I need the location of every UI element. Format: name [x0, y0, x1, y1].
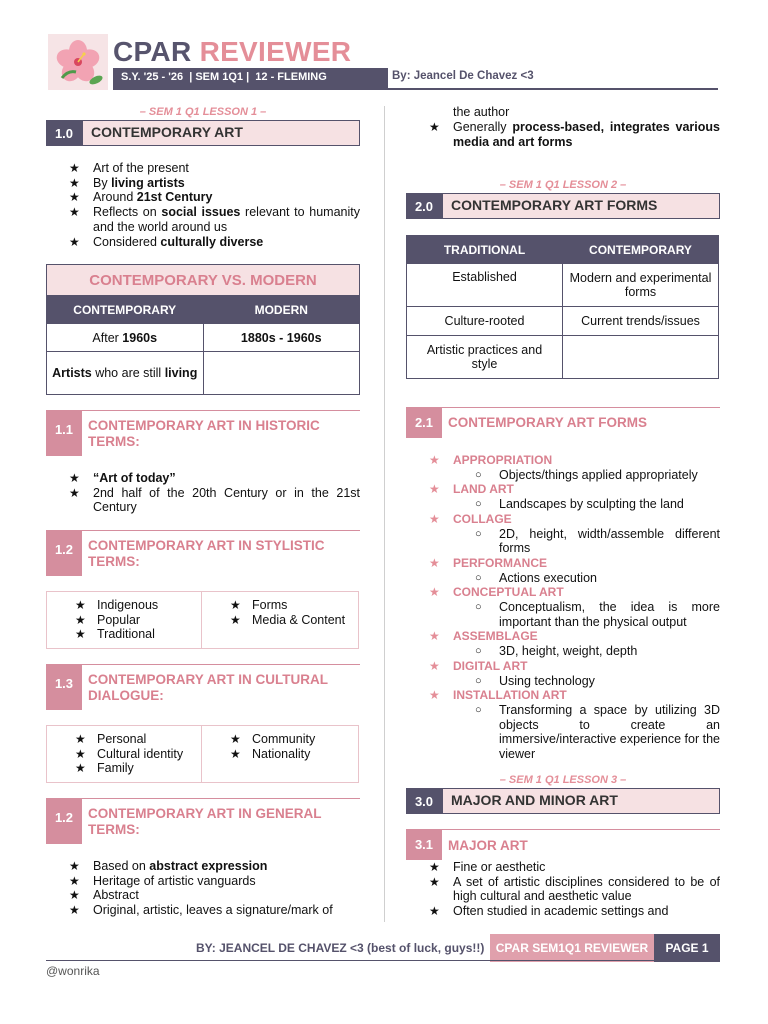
list-item-text: relevant to humanity and the world around us: [93, 205, 360, 234]
page-title: [113, 36, 351, 68]
section-2-1-number: 2.1: [406, 407, 442, 438]
art-form-description: ○ Landscapes by sculpting the land: [429, 497, 720, 512]
list-item: ★ Media & Content: [230, 613, 358, 628]
cultural-list-1: [75, 732, 201, 776]
list-item: [69, 161, 360, 176]
list-item: [429, 860, 720, 875]
list-item: [429, 875, 720, 904]
contemporary-vs-modern-table: [46, 264, 360, 395]
list-item-text: Often studied in academic settings and: [453, 904, 669, 919]
section-1-4-list: [69, 859, 360, 918]
art-form-name: ★ INSTALLATION ART: [429, 688, 720, 703]
stylistic-list-1: [75, 598, 201, 642]
section-3-0-title: MAJOR AND MINOR ART: [442, 788, 720, 814]
list-item: ★ Popular: [75, 613, 201, 628]
art-forms-list: [429, 453, 720, 762]
list-item: ★ Indigenous: [75, 598, 201, 613]
footer-byline: BY: JEANCEL DE CHAVEZ <3 (best of luck, guys!!): [196, 941, 485, 955]
section-1-1-title: CONTEMPORARY ART IN HISTORIC TERMS:: [88, 418, 320, 449]
art-form-description: ○ Using technology: [429, 674, 720, 689]
section-1-0-list: [69, 161, 360, 249]
list-item: [429, 120, 720, 149]
list-item: [69, 888, 360, 903]
list-item-text: Around: [93, 190, 137, 205]
list-item: ★ Cultural identity: [75, 747, 201, 762]
section-1-2-title: CONTEMPORARY ART IN STYLISTIC TERMS:: [88, 538, 325, 569]
cell-text-bold: living: [164, 366, 198, 380]
list-item-text: Original, artistic, leaves a signature/mark of: [93, 903, 333, 918]
list-item: ★ Nationality: [230, 747, 358, 762]
art-forms-table: [406, 235, 719, 379]
section-1-4-number: 1.2: [46, 798, 82, 844]
art-form-description: ○ Transforming a space by utilizing 3D objects to create an immersive/interactive experience for the viewer: [429, 703, 720, 762]
table-header-modern: MODERN: [203, 296, 360, 324]
table-cell: [47, 324, 204, 352]
section-rule: [82, 410, 360, 411]
list-item-text: 2nd half of the 20th Century or in the 21st Century: [93, 485, 360, 515]
table-caption: CONTEMPORARY VS. MODERN: [47, 265, 360, 296]
list-item: ★ Forms: [230, 598, 358, 613]
art-form-name: ★ LAND ART: [429, 482, 720, 497]
section-1-3-number: 1.3: [46, 664, 82, 710]
list-item: [69, 471, 360, 486]
list-item: [69, 205, 360, 234]
footer-rule: [46, 960, 720, 961]
list-item-text: Heritage of artistic vanguards: [93, 873, 256, 888]
list-item-text: By: [93, 175, 112, 190]
list-item: ★ Personal: [75, 732, 201, 747]
list-item-bold-text: abstract expression: [149, 859, 268, 873]
section-1-4-title: CONTEMPORARY ART IN GENERAL TERMS:: [88, 806, 322, 837]
hibiscus-flower-icon: [48, 34, 108, 90]
section-3-1-number: 3.1: [406, 829, 442, 860]
list-item-text: A set of artistic disciplines considered to be of high cultural and aesthetic value: [453, 874, 720, 904]
section-2-1-title: CONTEMPORARY ART FORMS: [448, 415, 647, 430]
list-item: ★ Traditional: [75, 627, 201, 642]
art-form-description: ○ 3D, height, weight, depth: [429, 644, 720, 659]
list-item-text: Art of the present: [93, 161, 189, 175]
section-rule: [82, 798, 360, 799]
list-item-text: Reflects on: [93, 205, 162, 220]
art-form-name: ★ ASSEMBLAGE: [429, 629, 720, 644]
list-item-text: Fine or aesthetic: [453, 860, 546, 874]
table-header-contemporary: CONTEMPORARY: [563, 236, 719, 264]
continued-list: [429, 120, 720, 149]
list-item-text: Abstract: [93, 888, 139, 903]
stylistic-list-2: [230, 598, 358, 627]
list-item: [69, 486, 360, 515]
list-item: [69, 903, 360, 918]
art-form-name: ★ COLLAGE: [429, 512, 720, 527]
cultural-list-2: [230, 732, 358, 761]
table-cell: Culture-rooted: [407, 307, 563, 336]
table-cell: [563, 336, 719, 379]
list-item: [69, 874, 360, 889]
author-handle: @wonrika: [46, 964, 100, 978]
list-item: ★ Family: [75, 761, 201, 776]
lesson-3-label: – SEM 1 Q1 LESSON 3 –: [499, 774, 627, 786]
art-form-description: ○ Objects/things applied appropriately: [429, 468, 720, 483]
section-1-0-title: CONTEMPORARY ART: [82, 120, 360, 146]
cell-text-bold: 1880s - 1960s: [240, 330, 322, 345]
footer-page-number: PAGE 1: [654, 934, 720, 962]
section-rule: [82, 664, 360, 665]
cell-text: After: [92, 330, 123, 345]
cell-text: who are still: [91, 366, 165, 380]
list-item: [69, 176, 360, 191]
cultural-dialogue-box: [46, 725, 359, 783]
table-cell: Artistic practices and style: [407, 336, 563, 379]
table-cell: Current trends/issues: [563, 307, 719, 336]
title-part2: REVIEWER: [199, 36, 352, 67]
section-rule: [442, 407, 720, 408]
list-item-text: Based on: [93, 859, 150, 873]
footer-reviewer-label: CPAR SEM1Q1 REVIEWER: [490, 934, 654, 962]
section-rule: [82, 530, 360, 531]
byline: By: Jeancel De Chavez <3: [392, 70, 534, 82]
section-3-1-list: [429, 860, 720, 919]
list-item: [69, 859, 360, 874]
table-header-contemporary: CONTEMPORARY: [47, 296, 204, 324]
stylistic-terms-box: [46, 591, 359, 649]
section-1-1-number: 1.1: [46, 410, 82, 456]
list-item: [69, 190, 360, 205]
list-item-bold-text: process-based, integrates various media and art forms: [453, 120, 720, 149]
list-item: [429, 904, 720, 919]
art-form-name: ★ CONCEPTUAL ART: [429, 585, 720, 600]
art-form-description: ○ Actions execution: [429, 571, 720, 586]
lesson-1-label: – SEM 1 Q1 LESSON 1 –: [139, 106, 267, 118]
table-cell: [47, 352, 204, 395]
header-rule: [388, 88, 718, 90]
table-cell: Modern and experimental forms: [563, 264, 719, 307]
list-item: [69, 235, 360, 250]
continued-text: the author: [453, 105, 510, 119]
list-item-bold-text: “Art of today”: [93, 471, 176, 485]
table-cell: [203, 324, 360, 352]
section-2-0-title: CONTEMPORARY ART FORMS: [442, 193, 720, 219]
art-form-name: ★ DIGITAL ART: [429, 659, 720, 674]
section-1-2-number: 1.2: [46, 530, 82, 576]
table-header-traditional: TRADITIONAL: [407, 236, 563, 264]
table-cell: [203, 352, 360, 395]
column-divider: [384, 106, 385, 922]
subtitle-bar: S.Y. '25 - '26 | SEM 1Q1 | 12 - FLEMING: [113, 68, 388, 90]
cell-text-bold: Artists: [52, 366, 92, 380]
list-item-bold-text: living artists: [111, 175, 185, 190]
lesson-2-label: – SEM 1 Q1 LESSON 2 –: [499, 179, 627, 191]
art-form-description: ○ Conceptualism, the idea is more important than the physical output: [429, 600, 720, 629]
cell-text-bold: 1960s: [122, 330, 158, 345]
list-item-text: Generally: [453, 120, 513, 134]
section-3-0-number: 3.0: [406, 788, 442, 814]
list-item-bold-text: 21st Century: [136, 190, 213, 205]
section-2-0-number: 2.0: [406, 193, 442, 219]
art-form-name: ★ PERFORMANCE: [429, 556, 720, 571]
table-cell: Established: [407, 264, 563, 307]
list-item: ★ Community: [230, 732, 358, 747]
section-rule: [442, 829, 720, 830]
section-3-1-title: MAJOR ART: [448, 838, 528, 853]
art-form-name: ★ APPROPRIATION: [429, 453, 720, 468]
section-1-0-number: 1.0: [46, 120, 82, 146]
section-1-3-title: CONTEMPORARY ART IN CULTURAL DIALOGUE:: [88, 672, 328, 703]
list-item-bold-text: culturally diverse: [160, 234, 264, 249]
list-item-text: Considered: [93, 234, 161, 249]
art-form-description: ○ 2D, height, width/assemble different forms: [429, 527, 720, 556]
list-item-bold-text: social issues: [161, 205, 241, 220]
title-part1: CPAR: [113, 36, 192, 67]
section-1-1-list: [69, 471, 360, 515]
